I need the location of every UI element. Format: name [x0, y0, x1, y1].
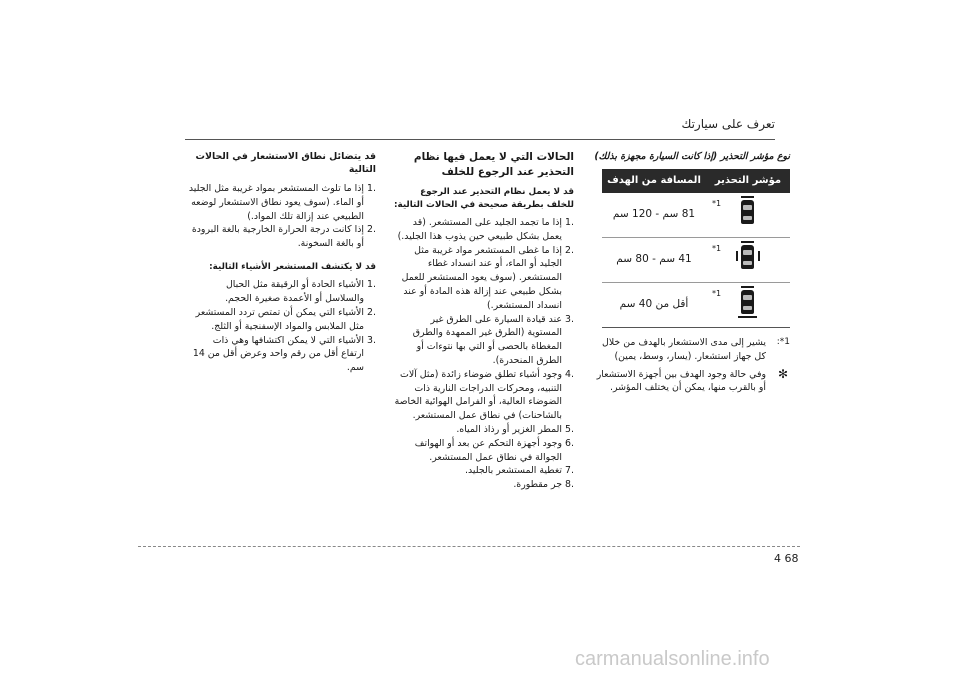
indicator-cell: [706, 283, 790, 328]
indicator-cell: [706, 238, 790, 283]
watermark-logo: carmanualsonline.info: [575, 648, 770, 670]
distance-cell: 41 سم - 80 سم: [602, 238, 706, 283]
note-label: 1*:: [776, 337, 790, 347]
list-item: .1 إذا ما تجمد الجليد على المستشعر. (قد يعمل بشكل طبيعي حين يذوب هذا الجليد.): [397, 217, 574, 242]
not-operating-heading: الحالات التي لا يعمل فيها نظام التحذير عند الرجوع للخلف: [413, 151, 574, 178]
column-not-operating: [394, 150, 574, 502]
footer-rule: [138, 546, 800, 547]
note-text: يشير إلى مدى الاستشعار بالهدف من خلال كل جهاز استشعار. (يسار، وسط، يمين): [602, 337, 766, 362]
list-item: .3 الأشياء التي لا يمكن اكتشافها وهي ذات ارتفاع أقل من رقم واحد وعرض أقل من 14 سم.: [192, 334, 376, 374]
not-operating-subheading: قد لا يعمل نظام التحذير عند الرجوع للخلف بطريقة صحيحة في الحالات التالية:: [393, 187, 574, 210]
note-text: وفي حالة وجود الهدف بين أجهزة الاستشعار أو بالقرب منها، يمكن أن يختلف المؤشر.: [596, 368, 766, 394]
indicator-type-heading: نوع مؤشر التحذير (إذا كانت السيارة مجهزة بذلك): [594, 151, 790, 162]
car-sensor-icon-1: [733, 198, 763, 228]
car-sensor-icon-3: [733, 288, 763, 318]
car-sensor-icon-2: [733, 243, 763, 273]
note-mark: 1*: [712, 199, 722, 208]
table-row: [602, 193, 790, 238]
header-rule: [185, 139, 775, 140]
note-item: [590, 336, 790, 364]
header-title: تعرف على سيارتك: [681, 117, 775, 131]
list-item: .2 الأشياء التي يمكن أن تمتص تردد المستشعر مثل الملابس والمواد الإسفنجية أو الثلج.: [195, 307, 376, 332]
distance-table: [602, 169, 790, 328]
snowflake-icon: ✻: [777, 366, 788, 381]
list-item: .1 الأشياء الحادة أو الرقيقة مثل الحبال والسلاسل أو الأعمدة صغيرة الحجم.: [225, 279, 376, 305]
table-header-indicator: مؤشر التحذير: [706, 169, 790, 193]
page-number: 4 68: [774, 552, 799, 565]
table-row: [602, 238, 790, 283]
list-item: .7 تغطية المستشعر بالجليد.: [465, 465, 574, 477]
table-row: [602, 283, 790, 328]
note-mark: 1*: [712, 244, 722, 253]
table-header-row: [602, 169, 790, 193]
list-item: .2 إذا ما غطى المستشعر مواد غريبة مثل الجليد أو الماء، أو عند انسداد غطاء المستشعر. (سوف يعود المستشعر للعمل بشكل طبيعي عند إزالة هذه المادة أو عند انسداد المستشعر.): [401, 244, 574, 311]
note-item: [590, 368, 790, 396]
note-mark: 1*: [712, 289, 722, 298]
range-decrease-heading: قد يتضائل نطاق الاستشعار في الحالات التالية: [195, 151, 376, 175]
distance-cell: أقل من 40 سم: [602, 283, 706, 328]
distance-cell: 81 سم - 120 سم: [602, 193, 706, 238]
list-item: .6 وجود أجهزة التحكم عن بعد أو الهواتف الجوالة في نطاق عمل المستشعر.: [414, 437, 574, 463]
list-item: .3 عند قيادة السيارة على الطرق غير المستوية (الطرق غير الممهدة والطرق المغطاة بالحصى أو التي بها نتوءات أو الطرق المنحدرة).: [412, 313, 574, 366]
not-detected-subheading: قد لا يكتشف المستشعر الأشياء التالية:: [209, 261, 376, 272]
list-item: .5 المطر الغزير أو رذاذ المياه.: [456, 423, 574, 435]
column-range-decrease: [188, 150, 376, 385]
column-warning-indicator: [590, 150, 790, 399]
range-decrease-list: [188, 182, 376, 251]
table-notes: [590, 336, 790, 395]
list-item: .4 وجود أشياء تطلق ضوضاء زائدة (مثل آلات التنبيه، ومحركات الدراجات النارية ذات الضوضاء العالية، أو الفرامل الهوائية الخاصة بالشاحنات) في نطاق عمل المستشعر.: [394, 368, 574, 422]
list-item: .8 جر مقطورة.: [513, 479, 574, 491]
list-item: .1 إذا ما تلوث المستشعر بمواد غريبة مثل الجليد أو الماء. (سوف يعود نطاق الاستشعار لوضعه الطبيعي عند إزالة تلك المواد.): [188, 183, 376, 222]
table-header-distance: المسافة من الهدف: [602, 169, 706, 193]
indicator-cell: [706, 193, 790, 238]
not-operating-list: [394, 216, 574, 492]
not-detected-list: [188, 278, 376, 375]
list-item: .2 إذا كانت درجة الحرارة الخارجية بالغة البرودة أو بالغة السخونة.: [191, 224, 376, 250]
